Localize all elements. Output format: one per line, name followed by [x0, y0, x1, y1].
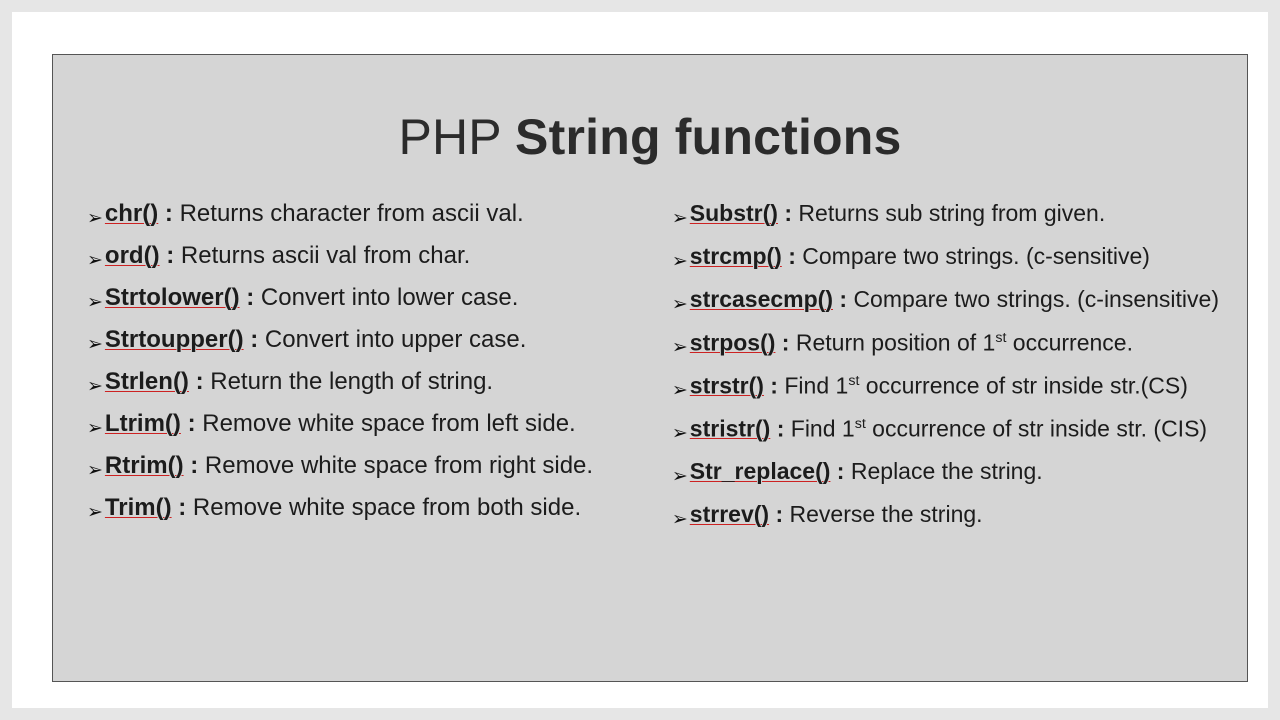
list-item-text	[104, 451, 594, 479]
list-item-text	[689, 285, 1219, 312]
arrow-bullet-icon: ➢	[87, 291, 103, 313]
arrow-bullet-icon: ➢	[87, 501, 103, 523]
function-description: Remove white space from both side.	[192, 493, 582, 521]
function-name: strcmp()	[689, 242, 782, 269]
list-item	[87, 409, 642, 439]
function-name: Rtrim()	[104, 451, 184, 479]
separator: :	[781, 242, 803, 269]
function-description: Remove white space from left side.	[202, 409, 576, 437]
arrow-bullet-icon: ➢	[671, 207, 688, 229]
list-item	[671, 199, 1219, 229]
list-item	[87, 199, 642, 229]
list-item-text	[690, 331, 1133, 355]
list-item	[87, 493, 642, 523]
separator: :	[158, 199, 180, 227]
list-item	[671, 242, 1219, 272]
left-column	[87, 199, 652, 546]
list-item-text	[104, 367, 494, 395]
slide	[52, 54, 1248, 682]
function-description: Compare two strings. (c-insensitive)	[853, 285, 1219, 312]
separator: :	[830, 457, 851, 484]
list-item	[672, 417, 1219, 443]
function-description: Remove white space from right side.	[204, 451, 594, 479]
function-name: ord()	[104, 241, 160, 269]
function-name: Str_replace()	[689, 457, 831, 484]
separator: :	[180, 409, 203, 437]
function-name: strpos()	[689, 329, 776, 356]
function-name: Strtolower()	[104, 283, 240, 311]
function-name: Substr()	[689, 199, 778, 226]
arrow-bullet-icon: ➢	[671, 336, 688, 358]
separator: :	[763, 372, 785, 399]
page-title	[53, 111, 1247, 164]
arrow-bullet-icon: ➢	[87, 459, 103, 481]
list-item	[87, 451, 642, 481]
ordinal-suffix: st	[995, 329, 1007, 346]
list-item	[671, 457, 1219, 487]
list-item	[672, 374, 1219, 400]
content-columns	[53, 199, 1247, 546]
arrow-bullet-icon: ➢	[671, 379, 688, 401]
function-name: strcasecmp()	[689, 285, 833, 312]
function-description: Reverse the string.	[789, 500, 983, 527]
function-description: Replace the string.	[850, 457, 1043, 484]
function-description: Convert into upper case.	[264, 325, 527, 353]
list-item-text	[689, 199, 1106, 226]
separator: :	[769, 500, 790, 527]
arrow-bullet-icon: ➢	[671, 465, 688, 487]
arrow-bullet-icon: ➢	[671, 508, 688, 530]
arrow-bullet-icon: ➢	[87, 333, 103, 355]
arrow-bullet-icon: ➢	[671, 422, 688, 444]
function-name: strrev()	[689, 500, 770, 527]
function-name: stristr()	[689, 415, 771, 442]
function-description-post: occurrence of str inside str. (CIS)	[865, 415, 1208, 442]
list-item-text	[104, 409, 576, 437]
list-item	[87, 325, 642, 355]
function-description: Returns sub string from given.	[798, 199, 1106, 226]
separator: :	[239, 283, 261, 311]
ordinal-suffix: st	[854, 415, 866, 432]
separator: :	[777, 199, 799, 226]
arrow-bullet-icon: ➢	[87, 375, 103, 397]
arrow-bullet-icon: ➢	[87, 249, 103, 271]
list-item	[671, 285, 1219, 315]
list-item-text	[689, 500, 983, 527]
function-description-pre: Return position of 1	[795, 329, 996, 356]
list-item-text	[104, 283, 519, 311]
function-name: Trim()	[104, 493, 172, 521]
function-description-pre: Find 1	[784, 372, 849, 399]
separator: :	[775, 329, 796, 356]
separator: :	[770, 415, 791, 442]
list-item-text	[690, 417, 1207, 441]
function-description: Convert into lower case.	[260, 283, 519, 311]
list-item-text	[104, 241, 471, 269]
separator: :	[171, 493, 193, 521]
list-item-text	[104, 493, 582, 521]
function-description: Returns ascii val from char.	[180, 241, 471, 269]
list-item	[87, 367, 642, 397]
list-item	[672, 331, 1219, 357]
list-item-text	[690, 374, 1188, 398]
arrow-bullet-icon: ➢	[87, 417, 103, 439]
list-item-text	[689, 457, 1043, 484]
function-description-post: occurrence of str inside str.(CS)	[859, 372, 1188, 399]
separator: :	[188, 367, 211, 395]
list-item	[671, 500, 1219, 530]
list-item	[87, 241, 642, 271]
title-part-light: PHP	[398, 109, 516, 165]
title-part-bold: String functions	[515, 109, 902, 165]
separator: :	[243, 325, 265, 353]
arrow-bullet-icon: ➢	[671, 250, 688, 272]
list-item-text	[689, 242, 1150, 269]
arrow-bullet-icon: ➢	[671, 293, 688, 315]
function-name: Strtoupper()	[104, 325, 244, 353]
function-description-post: occurrence.	[1006, 329, 1133, 356]
separator: :	[159, 241, 181, 269]
function-name: Ltrim()	[104, 409, 181, 437]
function-name: Strlen()	[104, 367, 189, 395]
right-column	[652, 199, 1219, 546]
function-name: chr()	[104, 199, 159, 227]
function-description: Return the length of string.	[210, 367, 494, 395]
list-item	[87, 283, 642, 313]
list-item-text	[104, 199, 524, 227]
function-description-pre: Find 1	[790, 415, 855, 442]
function-description: Compare two strings. (c-sensitive)	[802, 242, 1150, 269]
function-description: Returns character from ascii val.	[179, 199, 524, 227]
ordinal-suffix: st	[848, 372, 860, 389]
arrow-bullet-icon: ➢	[87, 207, 103, 229]
separator: :	[183, 451, 205, 479]
separator: :	[832, 285, 854, 312]
list-item-text	[104, 325, 527, 353]
function-name: strstr()	[689, 372, 764, 399]
